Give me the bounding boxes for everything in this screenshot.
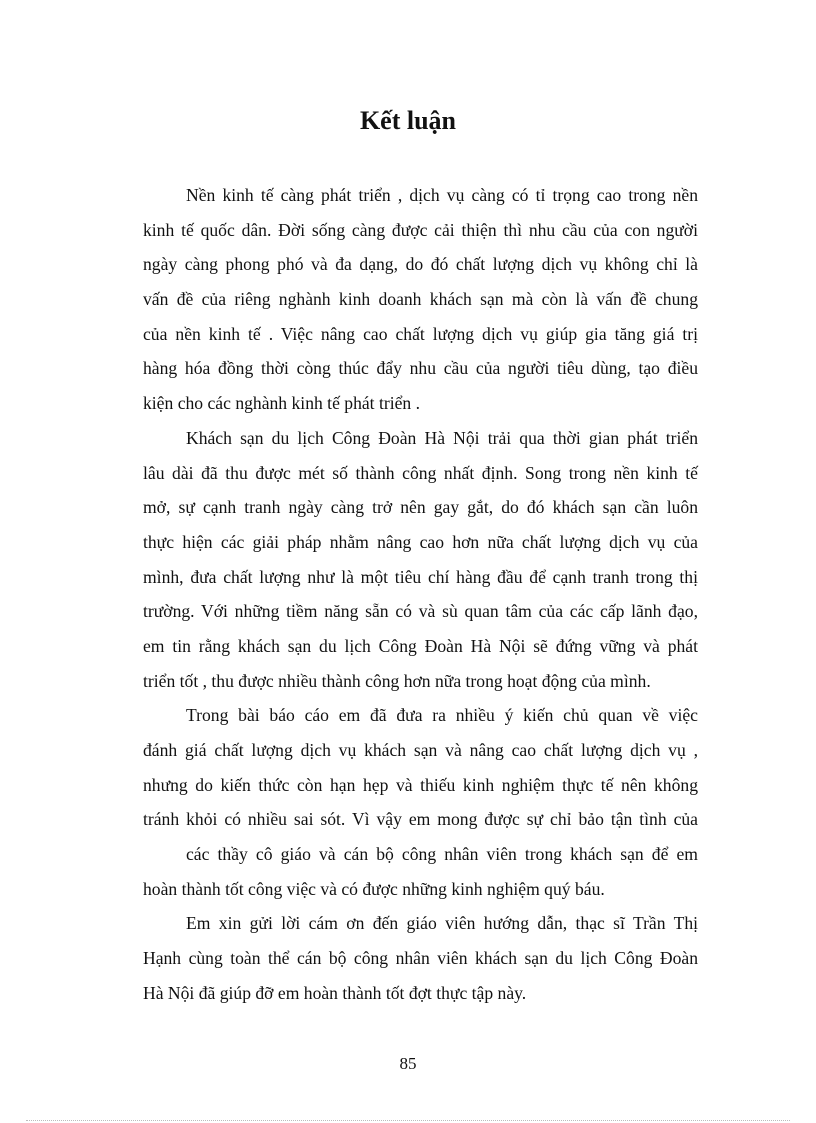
text-line: mở, sự cạnh tranh ngày càng trở nên gay gắt, do đó khách sạn cần luôn [143, 497, 698, 518]
text-line: lâu dài đã thu được mét số thành công nhất định. Song trong nền kinh tế [143, 462, 698, 483]
page-number: 85 [399, 1054, 417, 1073]
text-line: đánh giá chất lượng dịch vụ khách sạn và nâng cao chất lượng dịch vụ , [143, 740, 698, 760]
footer-divider [26, 1120, 790, 1121]
text-line: Em xin gửi lời cám ơn đến giáo viên hướng dẫn, thạc sĩ Trần Thị [186, 913, 698, 934]
text-line: triển tốt , thu được nhiều thành công hơn nữa trong hoạt động của mình. [143, 670, 651, 691]
text-line: hàng hóa đồng thời còng thúc đẩy nhu cầu của người tiêu dùng, tạo điều [143, 358, 698, 379]
text-line: kiện cho các nghành kinh tế phát triển . [143, 393, 421, 414]
text-line: Nền kinh tế càng phát triển , dịch vụ càng có tỉ trọng cao trong nền [186, 185, 698, 205]
text-line: mình, đưa chất lượng như là một tiêu chí hàng đầu để cạnh tranh trong thị [143, 566, 698, 587]
text-line: trường. Với những tiềm năng sẵn có và sù quan tâm của các cấp lãnh đạo, [143, 601, 698, 622]
text-line: Hà Nội đã giúp đỡ em hoàn thành tốt đợt thực tập này. [143, 982, 527, 1003]
text-line: thực hiện các giải pháp nhằm nâng cao hơn nữa chất lượng dịch vụ của [143, 531, 698, 552]
text-line: kinh tế quốc dân. Đời sống càng được cải thiện thì nhu cầu của con người [143, 219, 698, 240]
text-line: Hạnh cùng toàn thể cán bộ công nhân viên khách sạn du lịch Công Đoàn [143, 948, 698, 969]
page-title: Kết luận [359, 106, 457, 135]
text-line: Khách sạn du lịch Công Đoàn Hà Nội trải qua thời gian phát triển [186, 427, 698, 448]
text-line: nhưng do kiến thức còn hạn hẹp và thiếu kinh nghiệm thực tế nên không [143, 774, 698, 795]
text-line: ngày càng phong phó và đa dạng, do đó chất lượng dịch vụ không chỉ là [143, 254, 698, 275]
text-line: các thầy cô giáo và cán bộ công nhân viên trong khách sạn để em [186, 844, 698, 865]
paragraph [143, 421, 698, 699]
body-text [143, 178, 698, 1011]
text-line: Trong bài báo cáo em đã đưa ra nhiều ý kiến chủ quan về việc [186, 705, 698, 726]
paragraph [143, 698, 698, 906]
text-line: của nền kinh tế . Việc nâng cao chất lượng dịch vụ giúp gia tăng giá trị [143, 323, 698, 344]
text-line: em tin rằng khách sạn du lịch Công Đoàn Hà Nội sẽ đứng vững và phát [143, 635, 698, 656]
text-line: tránh khỏi có nhiều sai sót. Vì vậy em mong được sự chỉ bảo tận tình của [143, 809, 698, 830]
text-line: hoàn thành tốt công việc và có được những kinh nghiệm quý báu. [143, 878, 605, 899]
paragraph [143, 906, 698, 1010]
paragraph [143, 178, 698, 421]
text-line: vấn đề của riêng nghành kinh doanh khách sạn mà còn là vấn đề chung [143, 289, 698, 310]
